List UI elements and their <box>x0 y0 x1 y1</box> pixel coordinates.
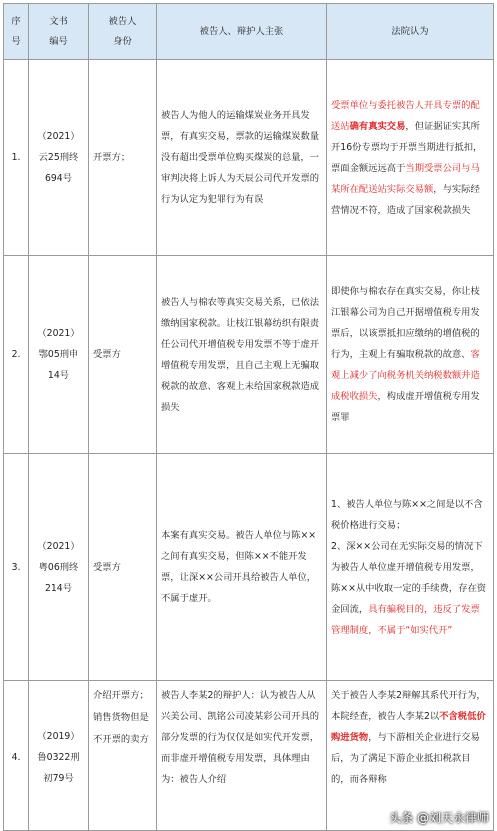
case-number: （2021） 鄂05刑申 14号 <box>29 256 89 454</box>
watermark: 头条 @刘天永律师 <box>389 811 489 825</box>
defendant-identity: 受票方 <box>89 454 157 681</box>
opinion-segment: 不含税低价购进货物 <box>331 711 486 743</box>
opinion-segment: 当期受票公司与马某所在配送站实际交易额 <box>331 162 480 195</box>
header-defendant-claim: 被告人、辩护人主张 <box>157 4 327 60</box>
defendant-claim: 本案有真实交易。被告人单位与陈××之间有真实交易，但陈××不能开发票，让深××公司开具给被告人单位，不属于虚开。 <box>157 454 327 681</box>
opinion-segment: ，与下游相关企业进行交易后，为了满足下游企业抵扣税款目的，而各辩称 <box>331 732 480 785</box>
defendant-identity: 介绍开票方； 销售货物但是不开票的卖方 <box>89 681 157 831</box>
table-row <box>4 60 494 256</box>
defendant-identity: 开票方； <box>89 60 157 256</box>
case-number: （2021） 云25刑终 694号 <box>29 60 89 256</box>
opinion-segment: 1、被告人单位与陈××之间是以不含税价格进行交易； <box>331 498 483 531</box>
opinion-segment: ，构成虚开增值税专用发票罪 <box>331 391 480 423</box>
opinion-segment: 受票单位与委托被告人开具专票的配送站 <box>331 99 480 132</box>
case-number: （2019） 鲁0322刑 初79号 <box>29 681 89 831</box>
opinion-segment: 客观上减少了向税务机关纳税数额并造成税收损失 <box>331 349 480 402</box>
opinion-segment: 关于被告人李某2辩解其系代开行为，本院经查，被告人李某2以 <box>331 690 486 722</box>
court-opinion <box>327 454 494 681</box>
header-no: 序 号 <box>4 4 29 60</box>
row-number: 3. <box>4 454 29 681</box>
row-number: 2. <box>4 256 29 454</box>
opinion-segment: ，与实际经营情况不符，造成了国家税款损失 <box>331 183 480 216</box>
opinion-segment: 即使你与棉农存在真实交易，你让枝江银幕公司为自己开据增值税专用发票后，以该票抵扣应缴纳的增值税的行为，主观上有骗取税款的故意、 <box>331 286 480 360</box>
header-defendant-identity: 被告人 身份 <box>89 4 157 60</box>
table-row <box>4 681 494 831</box>
court-opinion <box>327 256 494 454</box>
court-opinion <box>327 681 494 831</box>
case-number: （2021） 粤06刑终 214号 <box>29 454 89 681</box>
table-row <box>4 454 494 681</box>
header-case-number: 文书 编号 <box>29 4 89 60</box>
row-number: 1. <box>4 60 29 256</box>
court-opinion <box>327 60 494 256</box>
opinion-segment: 确有真实交易 <box>349 120 406 132</box>
opinion-segment: 具有骗税目的，违反了发票管理制度，不属于“如实代开” <box>331 603 480 636</box>
defendant-claim: 被告人李某2的辩护人：认为被告人从兴美公司、凯铭公司凌某彩公司开具的部分发票的行为仅仅是如实代开发票，而非虚开增值税专用发票，具体理由为：被告人介绍 <box>157 681 327 831</box>
defendant-claim: 被告人与棉农等真实交易关系，已依法缴纳国家税款。让枝江银幕纺织有限责任公司代开增值税专用发票不等于虚开增值税专用发票，且自己主观上无骗取税款的故意、客观上未给国家税款造成损失 <box>157 256 327 454</box>
header-row <box>4 4 494 60</box>
table-row <box>4 256 494 454</box>
defendant-identity: 受票方 <box>89 256 157 454</box>
case-table <box>3 3 494 831</box>
row-number: 4. <box>4 681 29 831</box>
defendant-claim: 被告人为他人的运输煤炭业务开具发票，有真实交易，票款的运输煤炭数量没有超出受票单位购买煤炭的总量，一审判决将上诉人为天辰公司代开发票的行为认定为犯罪行为有误 <box>157 60 327 256</box>
opinion-segment: ，但证据证实其所开16份专票均于开票当期进行抵扣，票面金额远远高于 <box>331 120 483 174</box>
opinion-segment: 2、深××公司在无实际交易的情况下为被告人单位虚开增值税专用发票，陈××从中收取一定的手续费，存在资金回流， <box>331 540 487 615</box>
header-court-opinion: 法院认为 <box>327 4 494 60</box>
